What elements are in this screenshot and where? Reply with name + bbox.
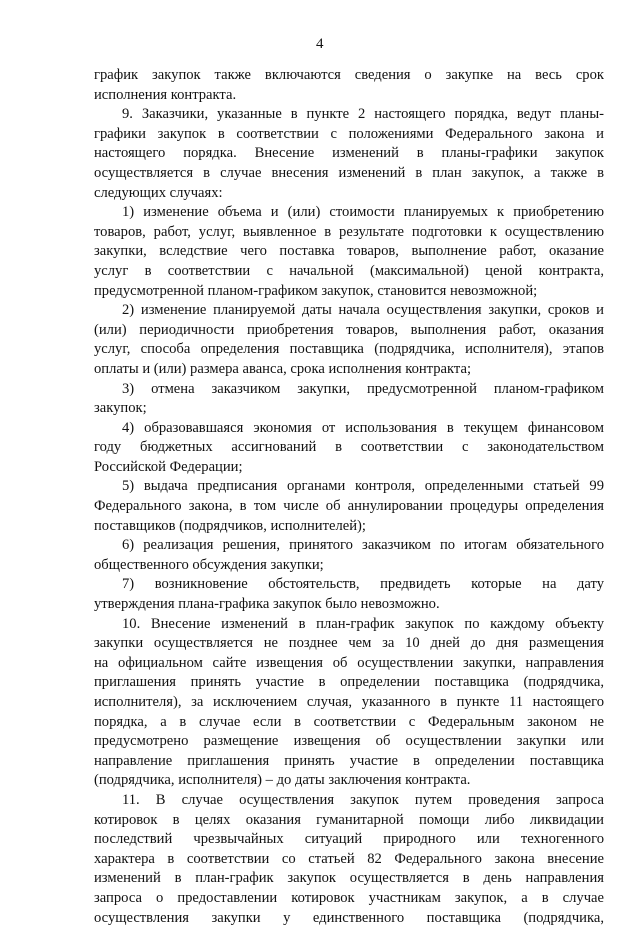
text-line: 2) изменение планируемой даты начала осуществления закупки, сроков и xyxy=(122,302,604,319)
text-line: 6) реализация решения, принятого заказчиком по итогам обязательного xyxy=(122,537,604,554)
page-number: 4 xyxy=(316,36,324,52)
text-line: осуществляется в случае внесения изменений в план закупок, а также в xyxy=(94,164,604,181)
text-line: 1) изменение объема и (или) стоимости планируемых к приобретению xyxy=(122,204,604,221)
text-line: оплаты и (или) размера аванса, срока исполнения контракта; xyxy=(94,360,471,377)
text-line: последствий чрезвычайных ситуаций природного или техногенного xyxy=(94,831,604,848)
text-line: график закупок также включаются сведения о закупке на весь срок xyxy=(94,67,604,83)
text-line: Российской Федерации; xyxy=(94,458,243,475)
text-line: (подрядчика, исполнителя) – до даты заключения контракта. xyxy=(94,772,471,789)
text-line: услуг в соответствии с начальной (максимальной) ценой контракта, xyxy=(94,262,604,279)
text-line: 11. В случае осуществления закупок путем проведения запроса xyxy=(122,791,604,808)
text-line: закупки осуществляется не позднее чем за 10 дней до дня размещения xyxy=(94,635,604,652)
text-line: услуг, способа определения поставщика (подрядчика, исполнителя), этапов xyxy=(94,341,604,358)
text-line: графики закупок в соответствии с положениями Федерального закона и xyxy=(94,125,604,142)
text-line: утверждения плана-графика закупок было невозможно. xyxy=(94,596,440,613)
text-line: настоящего порядка. Внесение изменений в планы-графики закупок xyxy=(94,145,604,162)
text-line: 7) возникновение обстоятельств, предвидеть которые на дату xyxy=(122,576,604,593)
text-line: закупки, вследствие чего поставка товаров, выполнение работ, оказание xyxy=(94,243,604,260)
text-line: товаров, работ, услуг, выявленное в результате подготовки к осуществлению xyxy=(94,223,604,240)
text-line: Федерального закона, в том числе об аннулировании процедуры определения xyxy=(94,498,604,515)
text-line: 10. Внесение изменений в план-график закупок по каждому объекту xyxy=(122,615,604,632)
text-line: (или) периодичности приобретения товаров, выполнения работ, оказания xyxy=(94,321,604,338)
text-line: порядка, а в случае если в соответствии с Федеральным законом не xyxy=(94,713,604,730)
text-line: году бюджетных ассигнований в соответствии с законодательством xyxy=(94,439,604,456)
text-line: 9. Заказчики, указанные в пункте 2 настоящего порядка, ведут планы- xyxy=(122,106,604,123)
text-line: закупок; xyxy=(94,400,147,417)
text-line: 3) отмена заказчиком закупки, предусмотренной планом-графиком xyxy=(122,380,604,397)
text-line: на официальном сайте извещения об осуществлении закупки, направления xyxy=(94,654,604,671)
text-line: осуществления закупки у единственного поставщика (подрядчика, xyxy=(94,909,604,926)
document-body xyxy=(94,66,604,928)
text-line: предусмотренной планом-графиком закупок, становится невозможной; xyxy=(94,282,538,299)
text-line: характера в соответствии со статьей 82 Федерального закона внесение xyxy=(94,850,604,867)
text-line: исполнения контракта. xyxy=(94,86,237,103)
text-line: поставщиков (подрядчиков, исполнителей); xyxy=(94,517,366,534)
text-line: следующих случаях: xyxy=(94,184,223,201)
text-line: приглашения принять участие в определении поставщика (подрядчика, xyxy=(94,674,604,691)
text-line: исполнителя), за исключением случая, указанного в пункте 11 настоящего xyxy=(94,694,604,710)
text-line: котировок в целях оказания гуманитарной помощи либо ликвидации xyxy=(94,811,604,828)
text-line: предусмотрено размещение извещения об осуществлении закупки или xyxy=(94,733,604,750)
text-line: общественного обсуждения закупки; xyxy=(94,556,324,573)
text-line: изменений в план-график закупок осуществляется в день направления xyxy=(94,870,604,887)
text-line: направление приглашения принять участие в определении поставщика xyxy=(94,752,604,769)
text-line: 5) выдача предписания органами контроля, определенными статьей 99 xyxy=(122,478,604,495)
text-line: 4) образовавшаяся экономия от использования в текущем финансовом xyxy=(122,419,604,436)
text-line: запроса о предоставлении котировок участникам закупок, а в случае xyxy=(94,889,604,906)
